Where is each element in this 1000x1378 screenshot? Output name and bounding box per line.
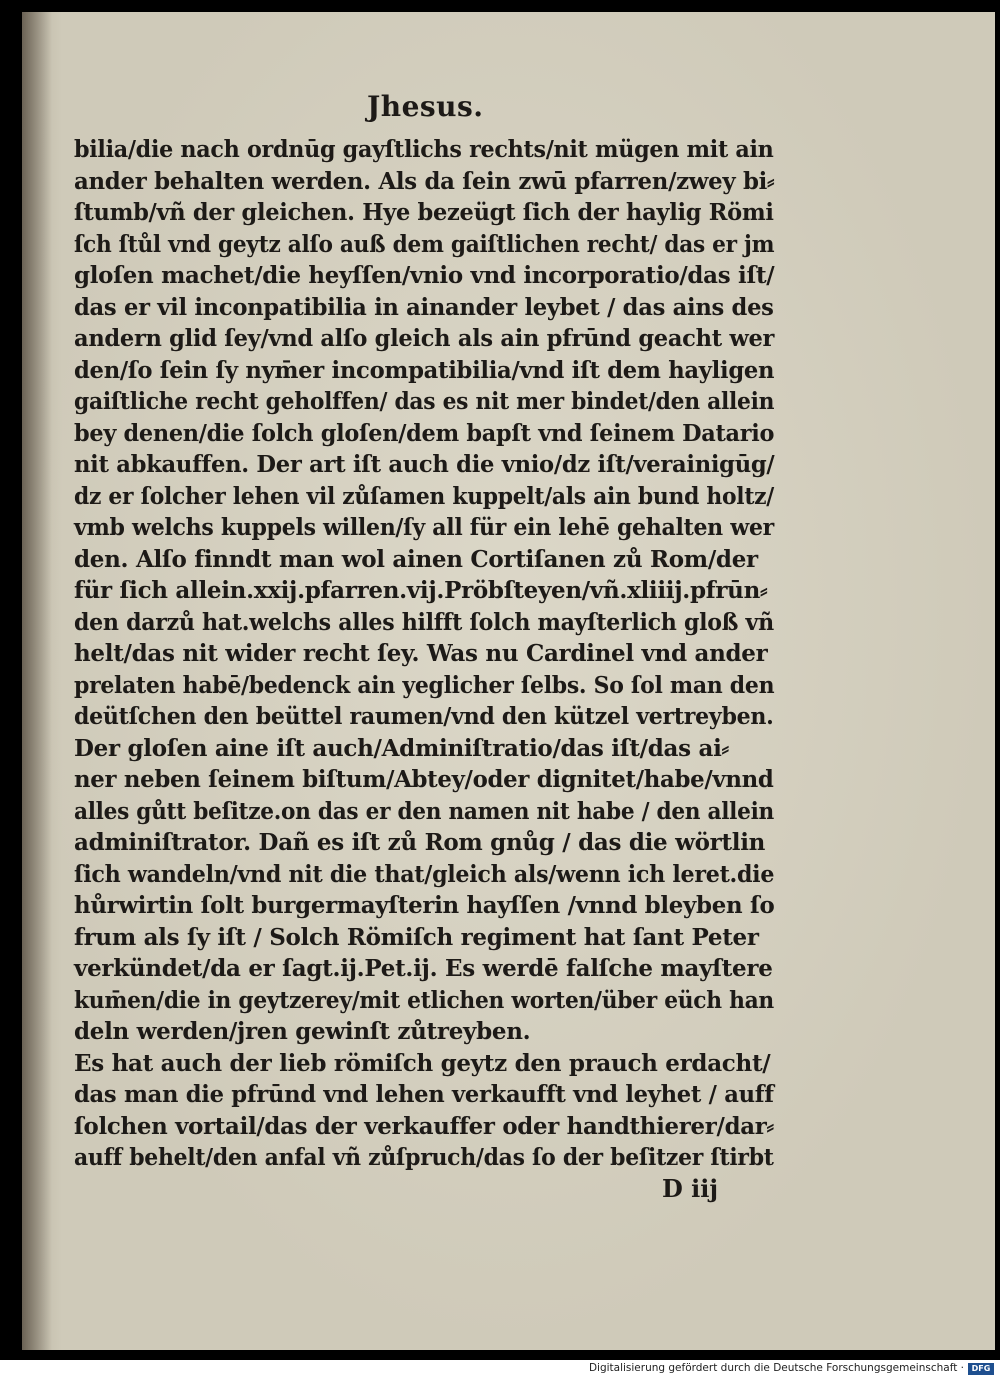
dfg-logo-icon: DFG <box>968 1363 994 1375</box>
text-line: frum als ſy iſt / Solch Römiſch regiment hat ſant Peter <box>74 923 759 951</box>
page-signature: D iij <box>662 1174 719 1203</box>
text-line: den/ſo ſein ſy nym̄er incompatibilia/vnd iſt dem hayligen <box>74 356 775 384</box>
text-line: andern glid ſey/vnd alſo gleich als ain pfrūnd geacht wer <box>74 325 775 352</box>
text-line: nit abkauffen. Der art iſt auch die vnio/dz iſt/verainigūg/ <box>74 451 775 478</box>
text-line: ſtumb/vñ der gleichen. Hye bezeügt ſich der haylig Römi <box>74 199 774 226</box>
text-line: helt/das nit wider recht ſey. Was nu Cardinel vnd ander <box>74 640 768 667</box>
text-line: auff behelt/den anfal vñ zůſpruch/das ſo der beſitzer ſtirbt <box>74 1144 774 1171</box>
text-line: gloſen machet/die heyſſen/vnio vnd incorporatio/das iſt/ <box>74 262 775 289</box>
text-line: ander behalten werden. Als da ſein zwū pfarren/zwey bi⸗ <box>74 167 775 195</box>
text-line: adminiſtrator. Dañ es iſt zů Rom gnůg / das die wörtlin <box>74 829 766 856</box>
gutter-shadow <box>22 12 52 1350</box>
text-line: deütſchen den beüttel raumen/vnd den kützel vertreyben. <box>74 703 774 730</box>
text-line: ſich wandeln/vnd nit die that/gleich als/wenn ich leret.die <box>74 860 775 888</box>
text-line: das er vil inconpatibilia in ainander leybet / das ains des <box>74 293 774 321</box>
book-page <box>22 12 995 1350</box>
text-block <box>74 134 774 1174</box>
text-line: das man die pfrūnd vnd lehen verkaufft vnd leyhet / auff <box>74 1081 774 1108</box>
text-line: prelaten habē/bedenck ain yeglicher ſelbs. So ſol man den <box>74 671 775 699</box>
text-line: Es hat auch der lieb römiſch geytz den prauch erdacht/ <box>74 1049 771 1077</box>
text-line: dz er ſolcher lehen vil zůſamen kuppelt/als ain bund holtz/ <box>74 482 774 510</box>
text-line: gaiſtliche recht geholffen/ das es nit mer bindet/den allein <box>74 388 775 415</box>
text-line: deln werden/jren gewinſt zůtreyben. <box>74 1018 531 1045</box>
text-line: alles gůtt beſitze.on das er den namen nit habe / den allein <box>74 797 774 825</box>
text-line: den darzů hat.welchs alles hilfft ſolch mayſterlich gloß vñ <box>74 608 774 636</box>
footer-bar <box>0 1360 1000 1378</box>
text-line: den. Alſo finndt man wol ainen Cortiſanen zů Rom/der <box>74 545 758 573</box>
text-line: hůrwirtin ſolt burgermayſterin hayſſen /vnnd bleyben ſo <box>74 892 775 919</box>
text-line: ſolchen vortail/das der verkauffer oder handthierer/dar⸗ <box>74 1112 774 1140</box>
text-line: ner neben ſeinem biſtum/Abtey/oder dignitet/habe/vnnd <box>74 766 774 793</box>
text-line: für ſich allein.xxij.pfarren.vij.Pröbſteyen/vñ.xliiij.pfrūn⸗ <box>74 577 768 604</box>
text-line: vmb welchs kuppels willen/ſy all für ein lehē gehalten wer <box>74 514 774 541</box>
text-line: verkündet/da er ſagt.ij.Pet.ij. Es werdē falſche mayſtere <box>74 955 773 982</box>
text-line: ſch ſtůl vnd geytz alſo auß dem gaiſtlichen recht/ das er jm <box>74 230 775 258</box>
text-line: Der gloſen aine iſt auch/Adminiſtratio/das iſt/das ai⸗ <box>74 734 729 762</box>
text-line: bey denen/die ſolch gloſen/dem bapſt vnd ſeinem Datario <box>74 419 775 447</box>
funding-credit: Digitalisierung gefördert durch die Deutsche Forschungsgemeinschaft · <box>588 1362 964 1374</box>
text-line: bilia/die nach ordnūg gayſtlichs rechts/nit mügen mit ain <box>74 136 774 163</box>
text-line: kum̄en/die in geytzerey/mit etlichen worten/über eüch han <box>74 986 774 1014</box>
running-header: Jhesus. <box>367 90 484 123</box>
